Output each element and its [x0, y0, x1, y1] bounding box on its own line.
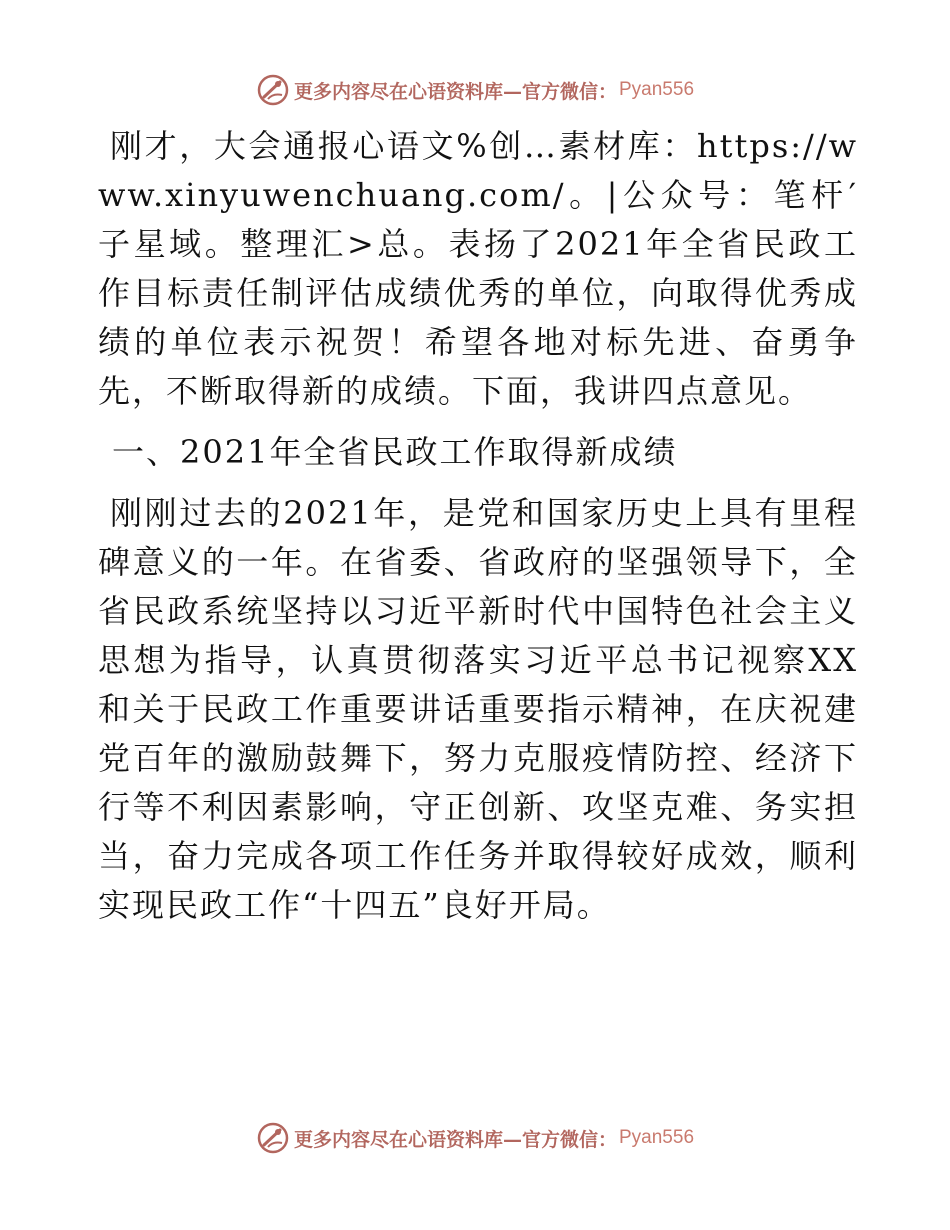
seal-logo-icon	[256, 1121, 290, 1155]
header-banner	[0, 70, 950, 110]
section-heading: 一、2021年全省民政工作取得新成绩	[112, 433, 678, 471]
banner-handle: Pyan556	[619, 1127, 695, 1148]
intro-paragraph: 刚才，大会通报心语文%创…素材库：https://www.xinyuwenchuang.com/。|公众号：笔杆′子星域。整理汇>总。表扬了2021年全省民政工作目标责任制评估成绩优秀的单位，向取得优秀成绩的单位表示祝贺！希望各地对标先进、奋勇争先，不断取得新的成绩。下面，我讲四点意见。	[98, 127, 858, 410]
banner-text: 更多内容尽在心语资料库—官方微信：	[293, 1128, 617, 1151]
banner-text: 更多内容尽在心语资料库—官方微信：	[293, 80, 617, 103]
footer-banner	[0, 1118, 950, 1158]
banner-handle: Pyan556	[619, 79, 695, 100]
document-body	[98, 122, 858, 930]
section-paragraph: 刚刚过去的2021年，是党和国家历史上具有里程碑意义的一年。在省委、省政府的坚强领导下，全省民政系统坚持以习近平新时代中国特色社会主义思想为指导，认真贯彻落实习近平总书记视察XX和关于民政工作重要讲话重要指示精神，在庆祝建党百年的激励鼓舞下，努力克服疫情防控、经济下行等不利因素影响，守正创新、攻坚克难、务实担当，奋力完成各项工作任务并取得较好成效，顺利实现民政工作“十四五”良好开局。	[98, 494, 858, 924]
seal-logo-icon	[256, 73, 290, 107]
